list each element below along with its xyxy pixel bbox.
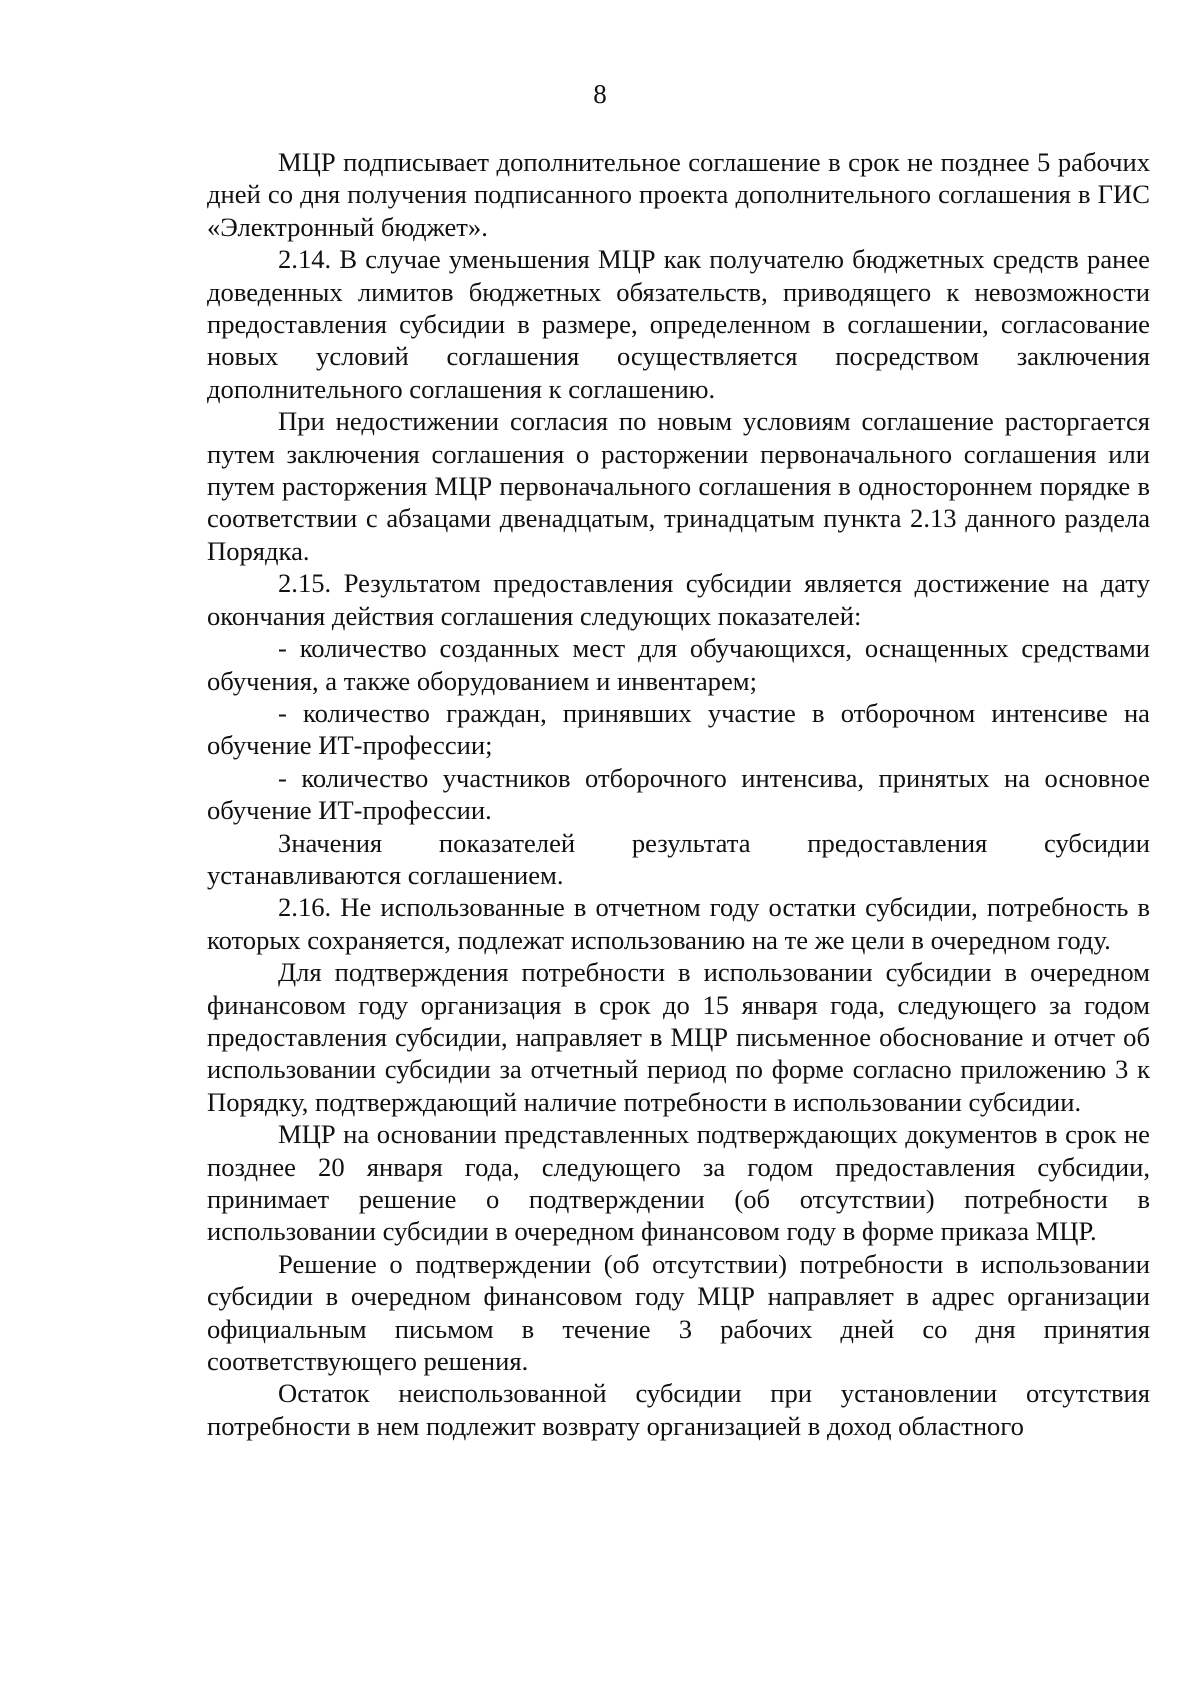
list-item-places: - количество созданных мест для обучающихся, оснащенных средствами обучения, а также оборудованием и инвентарем; (207, 633, 1150, 696)
paragraph-2-15: 2.15. Результатом предоставления субсидии является достижение на дату окончания действия соглашения следующих показателей: (207, 568, 1150, 631)
paragraph-2-16: 2.16. Не использованные в отчетном году остатки субсидии, потребность в которых сохраняется, подлежат использованию на те же цели в очередном году. (207, 892, 1150, 955)
paragraph-indicator-values: Значения показателей результата предоставления субсидии устанавливаются соглашением. (207, 827, 1150, 890)
paragraph-termination: При недостижении согласия по новым условиям соглашение расторгается путем заключения соглашения о расторжении первоначального соглашения или путем расторжения МЦР первоначального соглашения в одностороннем порядке в соответствии с абзацами двенадцатым, тринадцатым пункта 2.13 данного раздела Порядка. (207, 406, 1150, 566)
paragraph-confirmation-request: Для подтверждения потребности в использовании субсидии в очередном финансовом году организация в срок до 15 января года, следующего за годом предоставления субсидии, направляет в МЦР письменное обоснование и отчет об использовании субсидии за отчетный период по форме согласно приложению 3 к Порядку, подтверждающий наличие потребности в использовании субсидии. (207, 957, 1150, 1117)
paragraph-mcr-decision: МЦР на основании представленных подтверждающих документов в срок не позднее 20 января года, следующего за годом предоставления субсидии, принимает решение о подтверждении (об отсутствии) потребности в использовании субсидии в очередном финансовом году в форме приказа МЦР. (207, 1119, 1150, 1247)
list-item-accepted: - количество участников отборочного интенсива, принятых на основное обучение ИТ-профессии. (207, 762, 1150, 826)
paragraph-remaining-subsidy: Остаток неиспользованной субсидии при установлении отсутствия потребности в нем подлежит возврату организацией в доход областного (207, 1378, 1150, 1441)
list-item-participants: - количество граждан, принявших участие в отборочном интенсиве на обучение ИТ-профессии; (207, 697, 1150, 761)
page-number: 8 (593, 79, 607, 109)
paragraph-mcr-signs: МЦР подписывает дополнительное соглашение в срок не позднее 5 рабочих дней со дня получения подписанного проекта дополнительного соглашения в ГИС «Электронный бюджет». (207, 147, 1150, 242)
document-body (207, 146, 1150, 1442)
paragraph-2-14: 2.14. В случае уменьшения МЦР как получателю бюджетных средств ранее доведенных лимитов бюджетных обязательств, приводящего к невозможности предоставления субсидии в размере, определенном в соглашении, согласование новых условий соглашения осуществляется посредством заключения дополнительного соглашения к соглашению. (207, 244, 1150, 404)
paragraph-decision-notice: Решение о подтверждении (об отсутствии) потребности в использовании субсидии в очередном финансовом году МЦР направляет в адрес организации официальным письмом в течение 3 рабочих дней со дня принятия соответствующего решения. (207, 1248, 1150, 1377)
